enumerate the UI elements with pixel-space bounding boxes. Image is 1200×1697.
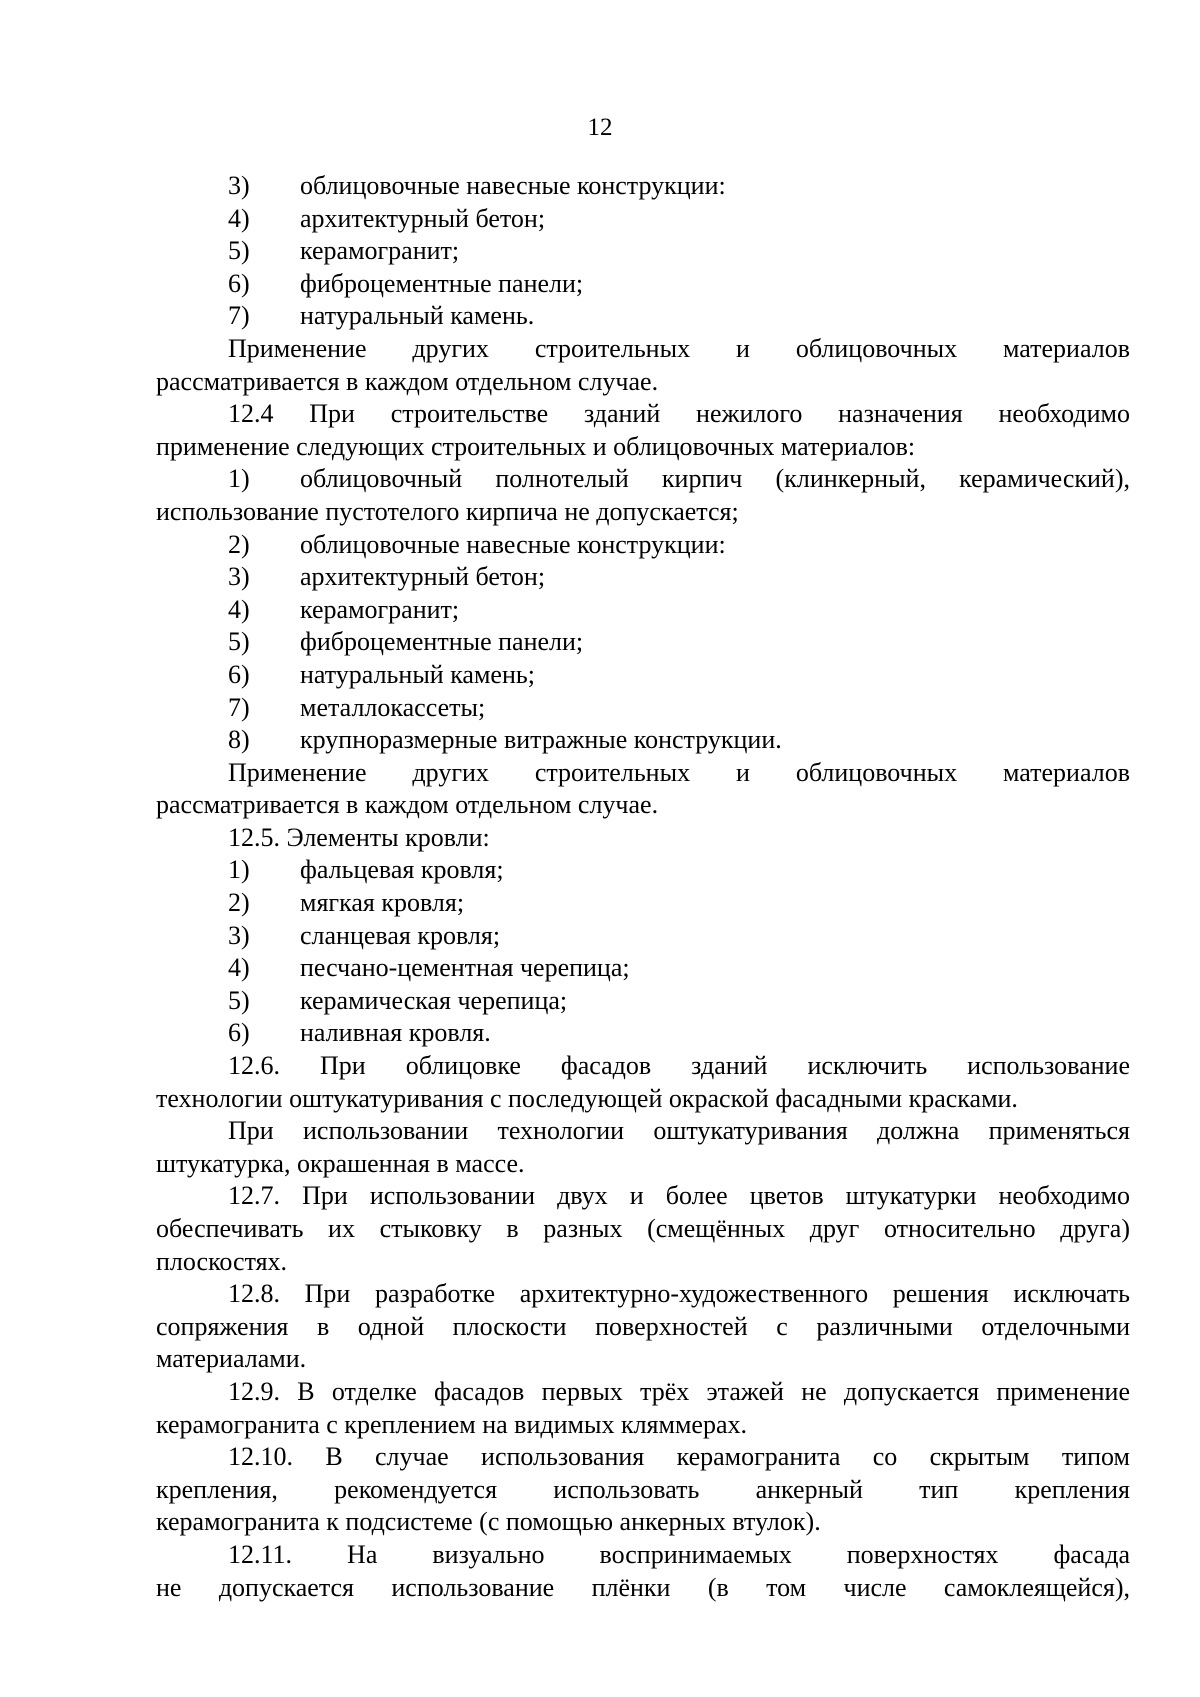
list-item-text: металлокассеты; (300, 692, 486, 722)
list-item-text: облицовочные навесные конструкции: (300, 171, 726, 200)
list-item-number: 8) (228, 725, 250, 755)
list-item-text: керамическая черепица; (300, 985, 568, 1015)
paragraph-line: рассматривается в каждом отдельном случае. (156, 366, 659, 396)
list-item-number: 4) (228, 953, 250, 983)
list-item-text: керамогранит; (300, 594, 460, 624)
list-item-number: 3) (228, 562, 250, 592)
section-12-8-line: 12.8. При разработке архитектурно-художественного решения исключать (228, 1279, 1130, 1309)
section-12-9-line: керамогранита с креплением на видимых кляммерах. (156, 1409, 747, 1439)
list-item-text: фальцевая кровля; (300, 855, 504, 885)
list-item (156, 463, 1130, 496)
section-12-10-line: керамогранита к подсистеме (с помощью анкерных втулок). (156, 1507, 821, 1537)
list-item (156, 920, 1130, 953)
list-item (156, 724, 1130, 757)
list-item-text: песчано-цементная черепица; (300, 953, 630, 983)
list-item (156, 1017, 1130, 1050)
list-item-text: фиброцементные панели; (300, 268, 584, 298)
list-item-number: 5) (228, 985, 250, 1015)
paragraph-line: рассматривается в каждом отдельном случае. (156, 790, 659, 820)
list-item (156, 659, 1130, 692)
section-12-6-line: штукатурка, окрашенная в массе. (156, 1148, 525, 1178)
list-item-text: фиброцементные панели; (300, 627, 584, 657)
list-item-number: 7) (228, 692, 250, 722)
list-item-continuation: использование пустотелого кирпича не допускается; (156, 496, 739, 526)
list-item-number: 4) (228, 203, 250, 233)
list-item-text: керамогранит; (300, 236, 460, 266)
list-item-number: 4) (228, 594, 250, 624)
section-12-11-line: 12.11. На визуально воспринимаемых поверхностях фасада (228, 1539, 1130, 1569)
list-item (156, 985, 1130, 1018)
list-item-number: 2) (228, 529, 250, 559)
section-12-6-line: При использовании технологии оштукатуривания должна применяться (228, 1116, 1130, 1146)
section-12-8-line: материалами. (156, 1344, 307, 1374)
section-12-8-line: сопряжения в одной плоскости поверхностей с различными отделочными (156, 1311, 1130, 1341)
list-item-number: 5) (228, 236, 250, 266)
list-item-text: мягкая кровля; (300, 888, 465, 918)
list-item-text: сланцевая кровля; (300, 920, 501, 950)
list-item (156, 887, 1130, 920)
paragraph-line: Применение других строительных и облицовочных материалов (228, 333, 1130, 363)
section-12-4-line: применение следующих строительных и облицовочных материалов: (156, 431, 916, 461)
list-item-text: архитектурный бетон; (300, 562, 546, 592)
list-item (156, 854, 1130, 887)
list-item-text: натуральный камень; (300, 659, 535, 689)
list-item (156, 626, 1130, 659)
list-item-text: облицовочный полнотелый кирпич (клинкерный, керамический), (300, 464, 1130, 494)
section-12-7-line: обеспечивать их стыковку в разных (смещённых друг относительно друга) (156, 1214, 1130, 1243)
list-item (156, 235, 1130, 268)
list-item-number: 5) (228, 627, 250, 657)
list-item (156, 561, 1130, 594)
section-12-10-line: 12.10. В случае использования керамогранита со скрытым типом (228, 1442, 1130, 1472)
list-item-number: 1) (228, 855, 250, 885)
list-item-number: 7) (228, 301, 250, 331)
list-item (156, 203, 1130, 236)
list-item-text: наливная кровля. (300, 1018, 491, 1048)
list-item (156, 529, 1130, 562)
list-item-number: 3) (228, 920, 250, 950)
section-12-6-line: технологии оштукатуривания с последующей окраской фасадными красками. (156, 1083, 1018, 1113)
list-item (156, 692, 1130, 725)
list-item-number: 6) (228, 268, 250, 298)
list-item (156, 268, 1130, 301)
section-12-7-line: 12.7. При использовании двух и более цветов штукатурки необходимо (228, 1181, 1130, 1211)
list-item-number: 3) (228, 171, 250, 200)
paragraph-line: Применение других строительных и облицовочных материалов (228, 757, 1130, 787)
list-item-text: архитектурный бетон; (300, 203, 546, 233)
list-item-number: 2) (228, 888, 250, 918)
section-12-9-line: 12.9. В отделке фасадов первых трёх этажей не допускается применение (228, 1376, 1130, 1406)
list-item (156, 952, 1130, 985)
list-item-text: облицовочные навесные конструкции: (300, 529, 726, 559)
section-12-10-line: крепления, рекомендуется использовать анкерный тип крепления (156, 1474, 1130, 1504)
list-item (156, 170, 1130, 203)
page-number: 12 (587, 114, 613, 141)
list-item-text: крупноразмерные витражные конструкции. (300, 725, 782, 755)
list-item-text: натуральный камень. (300, 301, 535, 331)
section-12-5-title: 12.5. Элементы кровли: (228, 822, 490, 852)
section-12-11-line: не допускается использование плёнки (в том числе самоклеящейся), (156, 1572, 1130, 1602)
list-item-number: 6) (228, 659, 250, 689)
list-item-number: 6) (228, 1018, 250, 1048)
section-12-6-line: 12.6. При облицовке фасадов зданий исключить использование (228, 1051, 1130, 1081)
document-body (156, 170, 1130, 1604)
list-item (156, 300, 1130, 333)
section-12-4-line: 12.4 При строительстве зданий нежилого назначения необходимо (228, 399, 1130, 429)
list-item-number: 1) (228, 464, 250, 494)
list-item (156, 594, 1130, 627)
section-12-7-line: плоскостях. (156, 1246, 288, 1276)
